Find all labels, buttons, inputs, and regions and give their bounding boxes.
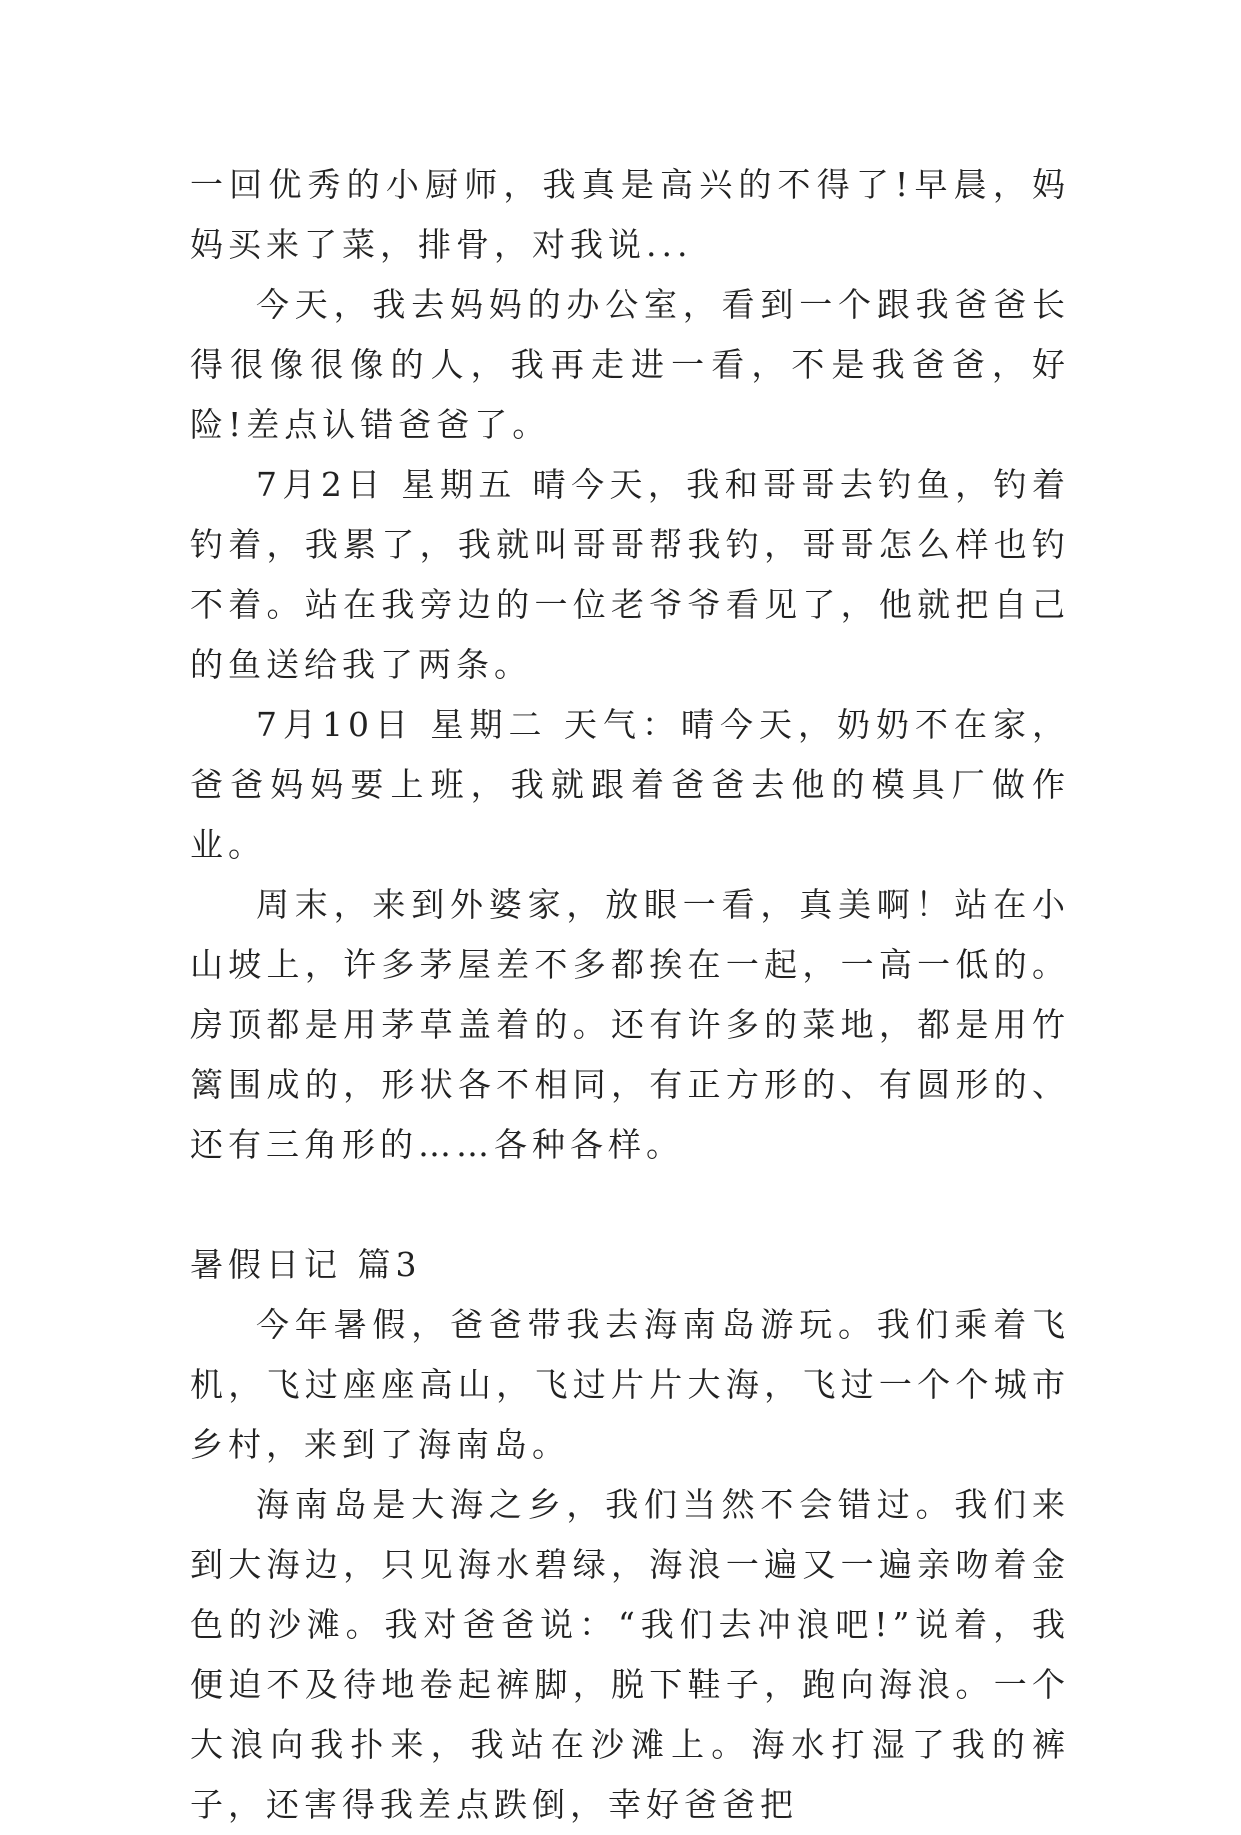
paragraph-office-visit: 今天，我去妈妈的办公室，看到一个跟我爸爸长得很像很像的人，我再走进一看，不是我爸爸，好险!差点认错爸爸了。 xyxy=(190,285,1070,444)
paragraph-hainan-beach: 海南岛是大海之乡，我们当然不会错过。我们来到大海边，只见海水碧绿，海浪一遍又一遍亲吻着金色的沙滩。我对爸爸说：“我们去冲浪吧!”说着，我便迫不及待地卷起裤脚，脱下鞋子，跑向海浪。一个大浪向我扑来，我站在沙滩上。海水打湿了我的裤子，还害得我差点跌倒，幸好爸爸把 xyxy=(190,1485,1070,1824)
paragraph-fishing-entry: 7月2日 星期五 晴今天，我和哥哥去钓鱼，钓着钓着，我累了，我就叫哥哥帮我钓，哥哥怎么样也钓不着。站在我旁边的一位老爷爷看见了，他就把自己的鱼送给我了两条。 xyxy=(190,465,1070,684)
paragraph-continuation: 一回优秀的小厨师，我真是高兴的不得了!早晨，妈妈买来了菜，排骨，对我说... xyxy=(190,165,1070,264)
document-body xyxy=(190,155,1070,1835)
paragraph-grandma-house: 周末，来到外婆家，放眼一看，真美啊！站在小山坡上，许多茅屋差不多都挨在一起，一高一低的。房顶都是用茅草盖着的。还有许多的菜地，都是用竹篱围成的，形状各不相同，有正方形的、有圆形的、还有三角形的……各种各样。 xyxy=(190,885,1070,1164)
section-heading: 暑假日记 篇3 xyxy=(190,1245,422,1284)
paragraph-factory-entry: 7月10日 星期二 天气：晴今天，奶奶不在家，爸爸妈妈要上班，我就跟着爸爸去他的模具厂做作业。 xyxy=(190,705,1070,864)
paragraph-hainan-trip: 今年暑假，爸爸带我去海南岛游玩。我们乘着飞机，飞过座座高山，飞过片片大海，飞过一个个城市乡村，来到了海南岛。 xyxy=(190,1305,1070,1464)
